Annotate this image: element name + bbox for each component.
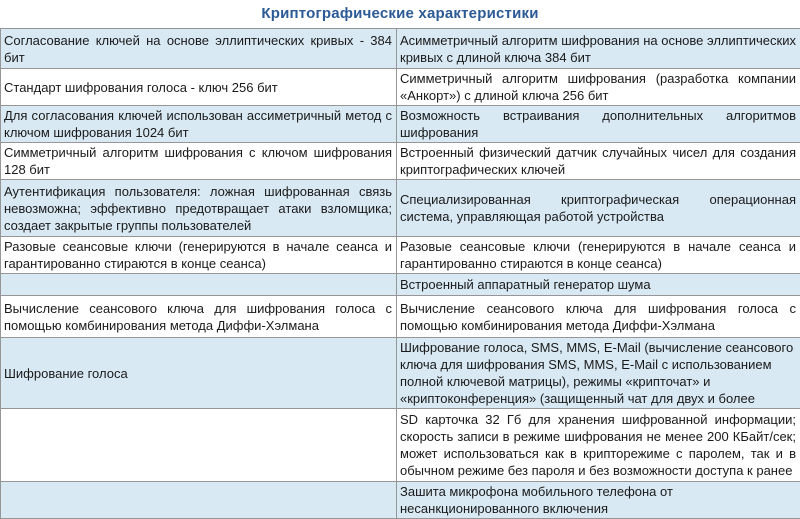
table-row: [1, 180, 800, 237]
table-row: [1, 338, 800, 409]
comparison-table: [0, 28, 800, 519]
table-cell-right: Вычисление сеансового ключа для шифрования голоса с помощью комбинирования метода Диффи-Хэлмана: [397, 296, 800, 338]
table-cell-left: Вычисление сеансового ключа для шифрования голоса с помощью комбинирования метода Диффи-Хэлмана: [1, 296, 397, 338]
table-row: [1, 274, 800, 296]
table-cell-right: Специализированная криптографическая операционная система, управляющая работой устройства: [397, 180, 800, 237]
table-row: [1, 69, 800, 106]
table-cell-left: Разовые сеансовые ключи (генерируются в начале сеанса и гарантированно стираются в конце сеанса): [1, 237, 397, 274]
table-cell-left: [1, 482, 397, 519]
table-cell-right: Разовые сеансовые ключи (генерируются в начале сеанса и гарантированно стираются в конце сеанса): [397, 237, 800, 274]
table-row: [1, 482, 800, 519]
table-cell-right: Возможность встраивания дополнительных алгоритмов шифрования: [397, 106, 800, 143]
table-cell-right: Шифрование голоса, SMS, MMS, E-Mail (вычисление сеансового ключа для шифрования SMS, MMS, E-Mail с использованием полной ключевой матрицы), режимы «крипточат» и «криптоконференция» (защищенный чат для двух и более: [397, 338, 800, 409]
table-cell-right: Симметричный алгоритм шифрования (разработка компании «Анкорт») с длиной ключа 256 бит: [397, 69, 800, 106]
table-row: [1, 296, 800, 338]
table-cell-left: Для согласования ключей использован ассиметричный метод с ключом шифрования 1024 бит: [1, 106, 397, 143]
table-cell-left: Стандарт шифрования голоса - ключ 256 бит: [1, 69, 397, 106]
table-cell-right: SD карточка 32 Гб для хранения шифрованной информации; скорость записи в режиме шифрования не менее 200 КБайт/сек; может использоваться как в крипторежиме с паролем, так и в обычном режиме без пароля и без возможности доступа к ранее: [397, 409, 800, 482]
table-cell-left: Аутентификация пользователя: ложная шифрованная связь невозможна; эффективно предотвращает атаки взломщика; создает закрытые группы пользователей: [1, 180, 397, 237]
table-cell-left: Шифрование голоса: [1, 338, 397, 409]
page-title: Криптографические характеристики: [0, 0, 800, 28]
table-row: [1, 29, 800, 69]
table-row: [1, 143, 800, 180]
table-row: [1, 106, 800, 143]
table-cell-left: [1, 409, 397, 482]
table-cell-left: Симметричный алгоритм шифрования с ключом шифрования 128 бит: [1, 143, 397, 180]
table-cell-right: Встроенный физический датчик случайных чисел для создания криптографических ключей: [397, 143, 800, 180]
table-cell-right: Встроенный аппаратный генератор шума: [397, 274, 800, 296]
table-cell-left: [1, 274, 397, 296]
table-cell-right: Асимметричный алгоритм шифрования на основе эллиптических кривых с длиной ключа 384 бит: [397, 29, 800, 69]
table-row: [1, 237, 800, 274]
table-cell-left: Согласование ключей на основе эллиптических кривых - 384 бит: [1, 29, 397, 69]
table-row: [1, 409, 800, 482]
table-cell-right: Зашита микрофона мобильного телефона от несанкционированного включения: [397, 482, 800, 519]
